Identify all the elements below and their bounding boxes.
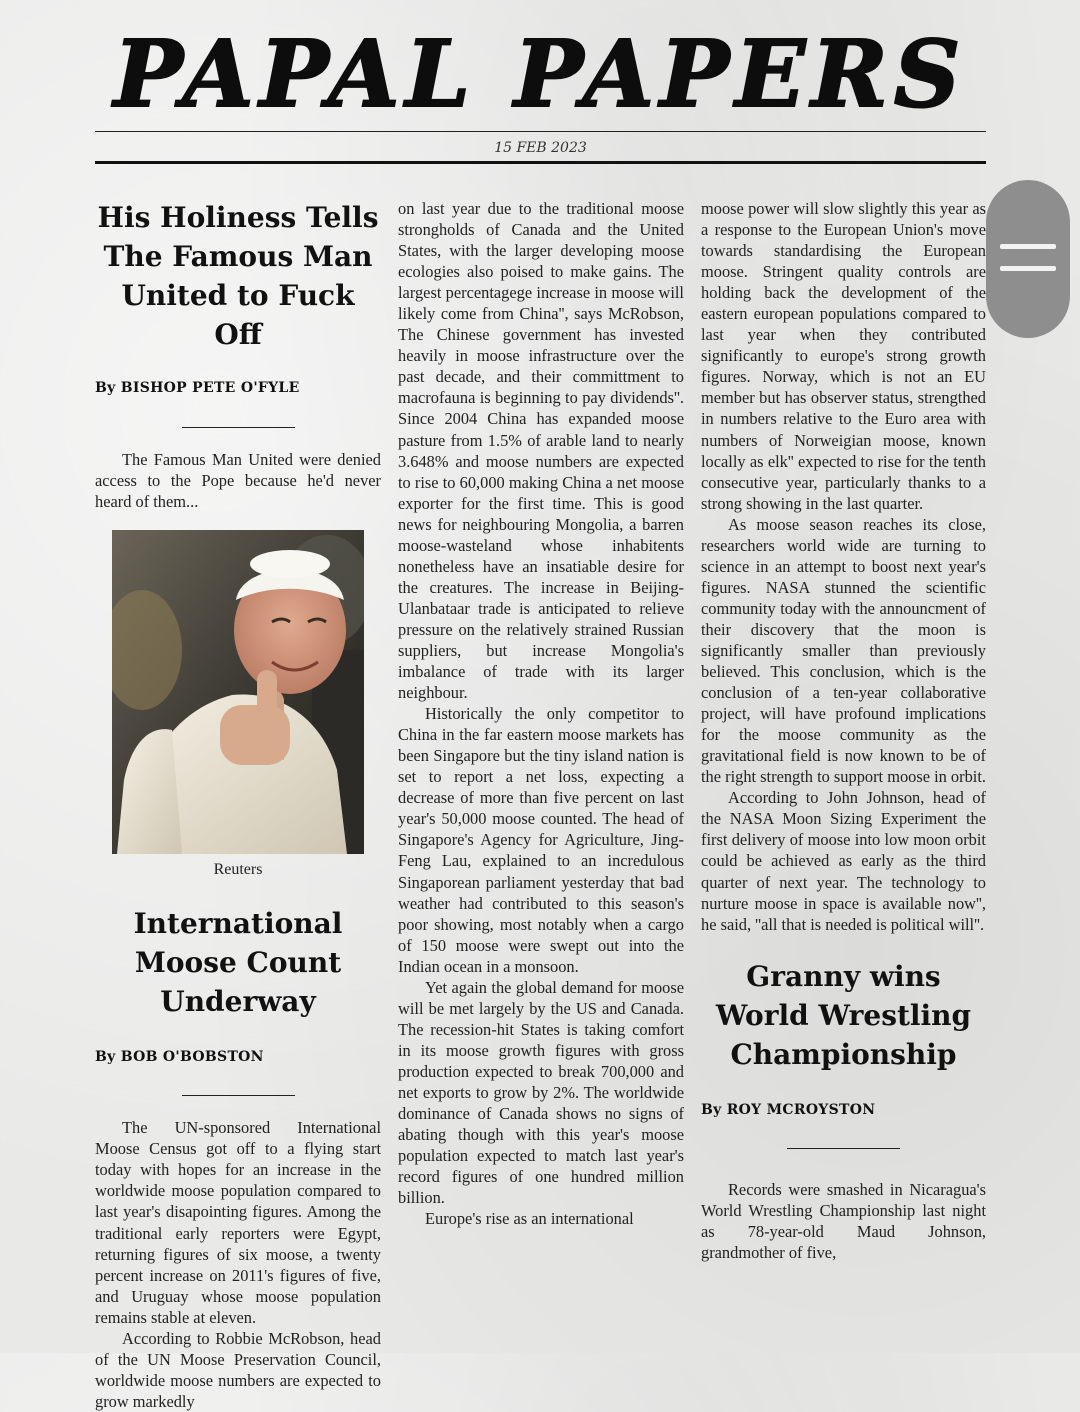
article-2-paragraph-5: Europe's rise as an international xyxy=(425,1209,634,1229)
article-2-paragraph-4: Yet again the global demand for moose will be met largely by the US and Canada. The recession-hit States is taking comfort in its moose growth figures with gross production expected to break 700,000 and net exports to grow by 2%. The worldwide dominance of Canada shows no signs of abating though with this year's moose population expected to match last year's record figures of one hundred million billion. xyxy=(398,977,684,1208)
article-1-body: The Famous Man United were denied access to the Pope because he'd never heard of them... xyxy=(95,450,381,512)
article-3-body: Records were smashed in Nicaragua's World Wrestling Championship last night as 78-year-old Maud Johnson, grandmother of five, xyxy=(701,1179,986,1262)
article-2-paragraph-2: According to Robbie McRobson, head of the UN Moose Preservation Council, worldwide moose numbers are expected to grow markedly xyxy=(95,1328,381,1411)
masthead-title xyxy=(95,18,986,126)
dateline: 15 FEB 2023 xyxy=(494,140,587,156)
photo-caption: Reuters xyxy=(213,861,263,879)
pope-photo xyxy=(112,530,364,854)
article-1-headline: His Holiness Tells The Famous Man United to Fuck Off xyxy=(97,201,379,351)
article-2-paragraph-1: The UN-sponsored International Moose Census got off to a flying start today with hopes for an increase in the worldwide moose population compared to last year's disapointing figures. Among the traditional early reporters were Egypt, returning figures of six moose, a twenty percent increase on 2011's figures of five, and Uruguay whose moose population remains stable at eleven. xyxy=(95,1118,381,1327)
column-3 xyxy=(701,198,986,1263)
pope-photo-image xyxy=(112,530,364,854)
article-2-paragraph-5-continued: moose power will slow slightly this year as a response to the European Union's move towards standardising the European moose. Stringent quality controls are holding back the development of the eastern european populations compared to last year when they contributed significantly to europe's strong growth figures. Norway, which is not an EU member but has observer status, strengthed in numbers relative to the Euro area with numbers of Norweigian moose, known locally as elk'' expected to rise for the tenth consecutive year, particularly thanks to a strong showing in the last quarter. xyxy=(701,199,986,513)
masthead-rule-top xyxy=(95,131,986,132)
article-2-headline: International Moose Count Underway xyxy=(133,907,343,1019)
masthead xyxy=(95,18,986,126)
article-2-paragraph-7: According to John Johnson, head of the NASA Moon Sizing Experiment the first delivery of moose into low moon orbit could be achieved as early as the third quarter of next year. The technology to nurture moose in space is available now'', he said, ''all that is needed is political will''. xyxy=(701,788,986,934)
column-2 xyxy=(398,198,684,1229)
menu-button[interactable] xyxy=(986,180,1070,338)
article-1-byline: By BISHOP PETE O'FYLE xyxy=(95,380,300,396)
article-2-paragraph-3: Historically the only competitor to China in the far eastern moose markets has been Singapore but the tiny island nation is set to report a net loss, expecting a decrease of more than five percent on last year's 50,000 moose counted. The head of Singapore's Agency for Agriculture, Jing-Feng Lau, explained to an incredulous Singaporean parliament yesterday that bad weather had contributed to this season's poor showing, most notably when a cargo of 150 moose were swept out into the Indian ocean in a monsoon. xyxy=(398,704,684,976)
article-2-byline: By BOB O'BOBSTON xyxy=(95,1049,264,1066)
hamburger-menu-icon xyxy=(1000,244,1056,249)
hamburger-menu-icon-bar xyxy=(1000,266,1056,271)
masthead-title-text: PAPAL PAPERS xyxy=(113,20,967,126)
column-1 xyxy=(95,198,381,1412)
article-2-paragraph-2-continued: on last year due to the traditional moose strongholds of Canada and the United States, with the larger developing moose ecologies also poised to make gains. The largest percentagege increase in moose will likely come from China'', says McRobson, The Chinese government has invested heavily in moose infrastructure over the past decade, and their committment to macrofauna is beginning to pay dividends''. Since 2004 China has expanded moose pasture from 1.5% of arable land to nearly 3.648% and moose numbers are expected to rise to 60,000 making China a net moose exporter for the first time. This is good news for neighbouring Mongolia, a barren moose-wasteland whose inhabitents nonetheless have an insatiable desire for the creatures. The increase in Beijing-Ulanbataar trade is anticipated to relieve pressure on the relatively strained Russian suppliers, but increase Mongolia's imbalance of trade with its larger neighbour. xyxy=(398,199,684,703)
article-3-headline: Granny wins World Wrestling Championship xyxy=(715,959,972,1071)
masthead-rule-bottom xyxy=(95,161,986,164)
article-3-byline: By ROY MCROYSTON xyxy=(701,1101,876,1118)
article-2-paragraph-6: As moose season reaches its close, researchers world wide are turning to science in an attempt to boost next year's figures. NASA stunned the scientific community today with the announcment of their discovery that the moon is significantly smaller than previously believed. This conclusion, which is the conclusion of a ten-year collaborative project, will have profound implications for the moose community as the gravitational field is now known to be of the right strength to support moose in orbit. xyxy=(701,514,986,787)
